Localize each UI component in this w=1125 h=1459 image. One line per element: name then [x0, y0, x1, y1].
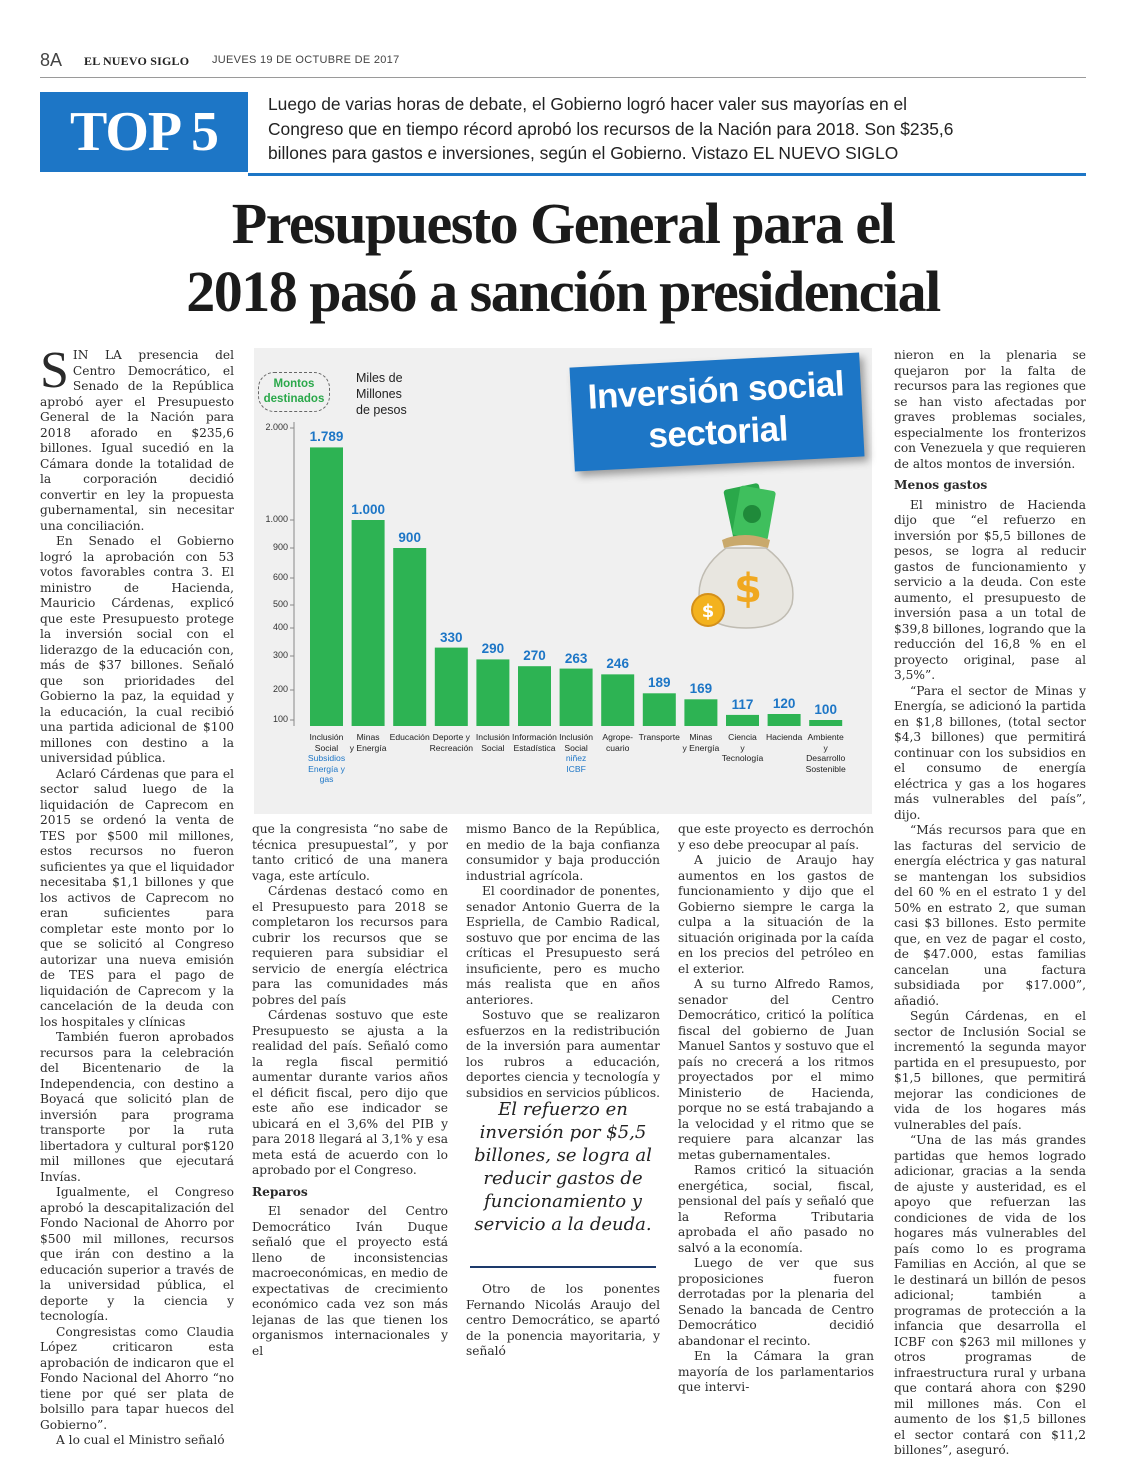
- category-label: [720, 732, 765, 764]
- dropcap: S: [40, 342, 69, 399]
- category-label: [554, 732, 599, 774]
- category-label-line: y Tecnología: [721, 742, 764, 763]
- bar: [768, 714, 801, 726]
- headline-line: 2018 pasó a sanción presidencial: [186, 259, 940, 324]
- intro-line: billones para gastos e inversiones, según el Gobierno. Vistazo EL NUEVO SIGLO: [268, 143, 899, 163]
- category-label: [637, 732, 682, 743]
- category-label-line: Sostenible: [805, 763, 846, 774]
- bar: [726, 715, 759, 726]
- paragraph: [40, 342, 234, 534]
- paragraph: Otro de los ponentes Fernando Nicolás Araujo del centro Democrático, se apartó de la ponencia mayoritaria, y señaló: [466, 1282, 660, 1358]
- bar: [393, 548, 426, 726]
- category-label-line: y Energía: [349, 742, 387, 753]
- column-2: [252, 822, 448, 1359]
- subhead-menos-gastos: Menos gastos: [894, 478, 988, 492]
- paragraph: Sostuvo que se realizaron esfuerzos en la redistribución de la inversión para aumentar los rubros a educación, deportes ciencia y tecnología y subsidios en servicios públicos.: [466, 1008, 660, 1100]
- category-label-line: Recreación: [429, 742, 474, 753]
- bar-value-label: 246: [606, 656, 629, 672]
- column-4: [678, 822, 874, 1396]
- paragraph: nieron en la plenaria se quejaron por la falta de recursos para las regiones que se han visto afectadas por graves problemas sociales, especialmente los fronterizos con Venezuela y que requieren de altos montos de inversión.: [894, 348, 1086, 471]
- y-tick-label: 400: [272, 622, 288, 632]
- units-line: Millones: [356, 387, 402, 401]
- category-label-line: Ambiente: [807, 732, 844, 742]
- paragraph: Igualmente, el Congreso aprobó la descapitalización del Fondo Nacional de Ahorro por $500 mil millones, recursos que irán con destino a la educación superior a través de la universidad pública, el deporte y la ciencia y tecnología.: [40, 1185, 234, 1323]
- category-label-line: Inclusión: [309, 732, 344, 742]
- category-label-line: Minas: [689, 732, 713, 742]
- category-label-line: Minas: [356, 732, 380, 742]
- paragraph: En Senado el Gobierno logró la aprobación con 53 votos favorables contra 3. El ministro de Hacienda, Mauricio Cárdenas, explicó que este Presupuesto protege la inversión social con el liderazgo de la educación con, más de $37 billones. Señaló que son prioridades del Gobierno la paz, la equidad y la educación, la cual recibió una partida adicional de $100 millones con destino a la universidad pública.: [40, 534, 234, 765]
- top5-badge: TOP 5: [40, 92, 248, 172]
- headline: [40, 190, 1086, 326]
- bar-value-label: 169: [689, 681, 713, 697]
- category-label-line: Información: [512, 732, 557, 742]
- banner-line: Inversión social: [586, 364, 846, 417]
- montos-label: [258, 372, 330, 412]
- category-label: [595, 732, 640, 753]
- paragraph: A juicio de Araujo hay aumentos en los gastos de funcionamiento y dijo que el Gobierno siempre le carga la culpa a la situación de la situación originada por la caída en los precios del petróleo en el exterior.: [678, 853, 874, 976]
- intro-text: [268, 92, 1086, 166]
- category-label-line: Social: [564, 742, 588, 753]
- intro-line: Congreso que en tiempo récord aprobó los recursos de la Nación para 2018. Son $235,6: [268, 118, 954, 139]
- category-label-line: Estadística: [513, 742, 556, 753]
- category-label-line: Inclusión: [559, 732, 594, 742]
- bar: [310, 447, 343, 726]
- category-label: [346, 732, 391, 753]
- category-sublabel: niñez: [565, 753, 587, 763]
- category-label: [678, 732, 723, 753]
- category-label-line: Educación: [389, 732, 430, 742]
- bar: [809, 720, 842, 726]
- pull-quote: El refuerzo en inversión por $5,5 billones, se logra al reducir gastos de funcionamiento y servicio a la deuda.: [474, 1099, 652, 1235]
- paragraph: que este proyecto es derrochón y eso debe preocupar al país.: [678, 822, 874, 852]
- montos-line: destinados: [263, 393, 325, 405]
- paragraph: Ramos criticó la situación energética, social, fiscal, pensional del país y señaló que la Reforma Tributaria aprobada el año pasado no salvó a la economía.: [678, 1163, 874, 1255]
- category-label-line: Social: [314, 742, 339, 753]
- category-label: [429, 732, 474, 753]
- bar-value-label: 900: [398, 530, 421, 545]
- bar: [435, 648, 468, 726]
- category-sublabel: Subsidios: [307, 753, 346, 763]
- banner-line: sectorial: [647, 409, 789, 456]
- paragraph: Luego de ver que sus proposiciones fueron derrotadas por la plenaria del Senado la bancada de Centro Democrático decidió abandonar el recinto.: [678, 1256, 874, 1348]
- column-3-continued: [466, 1282, 660, 1360]
- paragraph: En la Cámara la gran mayoría de los parlamentarios que intervi-: [678, 1349, 874, 1394]
- paragraph: También fueron aprobados recursos para la celebración del Bicentenario de la Independencia, con destino a Boyacá que solicitó plan de inversión para programa transporte por la ruta libertadora y cultural por$120 mil millones que ejecutará Invías.: [40, 1030, 234, 1184]
- intro-line: Luego de varias horas de debate, el Gobierno logró hacer valer sus mayorías en el: [268, 94, 908, 114]
- bar-value-label: 117: [731, 696, 754, 712]
- bar: [684, 699, 717, 726]
- paragraph: mismo Banco de la República, en medio de la baja confianza consumidor y baja producción industrial agrícola.: [466, 822, 660, 883]
- y-tick-label: 500: [272, 599, 288, 609]
- money-bag-icon: [684, 482, 804, 632]
- column-5: [894, 348, 1086, 1459]
- y-tick-label: 600: [272, 572, 288, 582]
- units-line: de pesos: [356, 403, 407, 417]
- category-label: [512, 732, 557, 753]
- bar-value-label: 270: [523, 648, 546, 664]
- category-sublabel: gas: [319, 774, 334, 784]
- bar-value-label: 290: [481, 641, 505, 657]
- category-label-line: Social: [481, 742, 505, 753]
- paragraph: que la congresista “no sabe de técnica presupuestal”, y por tanto criticó de una manera vaga, este artículo.: [252, 822, 448, 883]
- category-label-line: cuario: [605, 742, 630, 753]
- category-label: [304, 732, 349, 785]
- paragraph: Aclaró Cárdenas que para el sector salud luego de la liquidación de Caprecom en 2015 se ordenó la venta de TES por $500 mil millones, estos recursos no fueron suficientes ya que el liquidador necesitaba $1,1 billones y que los activos de Caprecom no eran suficientes para completar este monto por lo que se solicitó al Congreso autorizar una nueva emisión de TES para el pago de liquidación de Caprecom y la cancelación de la deuda con los hospitales y clínicas: [40, 766, 234, 1029]
- bar: [560, 669, 593, 726]
- paragraph: Según Cárdenas, en el sector de Inclusión Social se incrementó la segunda mayor partida en el presupuesto, por $1,5 billones, que permitirá mejorar las condiciones de vida de los hogares más vulnerables del país.: [894, 1009, 1086, 1132]
- category-label-line: Inclusión: [475, 732, 510, 742]
- y-tick-label: 2.000: [265, 422, 288, 432]
- category-label-line: Hacienda: [765, 732, 803, 742]
- bar: [518, 666, 551, 726]
- column-3: [466, 822, 660, 1101]
- category-label-line: y Energía: [682, 742, 720, 753]
- category-label-line: y Desarrollo: [806, 742, 846, 763]
- paragraph: Congresistas como Claudia López criticaron esta aprobación de indicaron que el Fondo Nacional del Ahorro “no tiene por qué ser plata de bolsillo para tapar huecos del Gobierno”.: [40, 1324, 234, 1432]
- y-tick-label: 1.000: [265, 514, 288, 524]
- page-number: 8A: [40, 50, 63, 70]
- category-label-line: Ciencia: [728, 732, 757, 742]
- paragraph: El senador del Centro Democrático Iván Duque señaló que el proyecto está lleno de inconsistencias macroeconómicas, en medio de expectativas de crecimiento económico cada vez son más lejanas de las que tienen los organismos internacionales y el: [252, 1204, 448, 1358]
- svg-text:$: $: [734, 566, 762, 612]
- bar: [601, 674, 634, 726]
- paragraph-text: IN LA presencia del Centro Democrático, el Senado de la República aprobó ayer el Presupuesto General de la Nación para 2018 aforado en $235,6 billones. Igual sucedió en la Cámara donde la totalidad de la corporación decidió convertir en ley la propuesta gubernamental, sin necesitar una conciliación.: [40, 348, 234, 533]
- bar: [352, 520, 385, 726]
- paragraph: “Una de las más grandes partidas que hemos logrado adicionar, gracias a la senda de ajuste y austeridad, es el apoyo que refuerzan las condiciones de vida de los hogares más vulnerables del país como lo es programa Familias en Acción, al que se le destinará un billón de pesos adicional; también a programas de protección a la infancia que desarrolla el ICBF con $263 mil millones y otros programas de infraestructura rural y urbana que contará ahora con $290 mil millones más. Con el aumento de los $1,5 billones el sector contará con $11,2 billones”, aseguró.: [894, 1133, 1086, 1457]
- units-label: [356, 370, 436, 418]
- bar-value-label: 100: [814, 702, 837, 717]
- page-header: [40, 50, 1086, 78]
- paragraph: Cárdenas sostuvo que este Presupuesto se ajusta a la realidad del país. Señaló como la regla fiscal permitió aumentar durante varios años el déficit fiscal, pero dijo que este año ese indicador se ubicará en el 3,6% del PIB y para 2018 llegará al 3,1% y esa meta está de acuerdo con lo aprobado por el Congreso.: [252, 1008, 448, 1177]
- column-1: [40, 342, 234, 1449]
- y-tick-label: 300: [272, 650, 288, 660]
- paragraph: A lo cual el Ministro señaló: [56, 1433, 225, 1447]
- category-sublabel: Energía y: [308, 763, 345, 774]
- bar: [643, 693, 676, 726]
- subhead-reparos: Reparos: [252, 1184, 308, 1199]
- svg-text:$: $: [701, 601, 715, 622]
- issue-date: JUEVES 19 DE OCTUBRE DE 2017: [212, 54, 400, 66]
- paragraph: Cárdenas destacó como en el Presupuesto para 2018 se completaron los recursos para cubrir los recursos que se requieren para subsidiar el servicio de energía eléctrica para las comunidades más pobres del país: [252, 884, 448, 1007]
- intro-rule: [248, 173, 1086, 176]
- units-line: Miles de: [356, 371, 403, 385]
- paragraph: El coordinador de ponentes, senador Antonio Guerra de la Espriella, de Cambio Radical, sostuvo que por encima de las críticas el Presupuesto será insuficiente, pero es mucho más realista que en años anteriores.: [466, 884, 660, 1007]
- bar-value-label: 1.000: [351, 502, 385, 517]
- category-sublabel: ICBF: [566, 763, 586, 774]
- paragraph: A su turno Alfredo Ramos, senador del Centro Democrático, criticó la política fiscal del gobierno de Juan Manuel Santos y sostuvo que el país no crecerá a los ritmos proyectados por el mimo Ministerio de Hacienda, porque no se está trabajando a la velocidad y el ritmo que se requiere para alcanzar las metas gubernamentales.: [678, 977, 874, 1162]
- paragraph: “Más recursos para que en las facturas del servicio de energía eléctrica y gas natural se mantengan los subsidios del 60 % en el estrato 1 y del 50% en estrato 2, que suman casi $3 billones. Esto permite que, en vez de pagar el costo, de $47.000, estas familias cancelan una factura subsidiada por $17.000”, añadió.: [894, 823, 1086, 1008]
- y-tick-label: 900: [272, 542, 288, 552]
- bar: [476, 659, 509, 726]
- category-label-line: Deporte y: [432, 732, 470, 742]
- bar-value-label: 189: [648, 675, 671, 691]
- bar-value-label: 330: [440, 629, 463, 645]
- chart-banner: [569, 352, 864, 471]
- category-label-line: Transporte: [638, 732, 680, 742]
- category-label: [387, 732, 432, 743]
- paragraph: El ministro de Hacienda dijo que “el refuerzo en inversión por $5,5 billones de pesos, se logra al reducir gastos de funcionamiento y servicio a la deuda. Con este aumento, el presupuesto de inversión pasa a un total de $39,8 billones, logrando que la reducción del 16,8 % en el proyecto original, pase al 3,5%”.: [894, 497, 1086, 682]
- category-label: [762, 732, 807, 743]
- category-label: [470, 732, 515, 753]
- bar-value-label: 1.789: [309, 429, 344, 445]
- y-tick-label: 100: [272, 714, 288, 724]
- bar-value-label: 263: [564, 650, 588, 666]
- category-label-line: Agrope-: [602, 732, 633, 742]
- paper-name: EL NUEVO SIGLO: [84, 54, 190, 68]
- category-label: [803, 732, 848, 774]
- investment-chart: [254, 348, 872, 814]
- bar-value-label: 120: [772, 696, 796, 711]
- y-tick-label: 200: [272, 684, 288, 694]
- headline-line: Presupuesto General para el: [231, 191, 895, 256]
- pull-quote-rule: [470, 1266, 656, 1268]
- montos-line: Montos: [273, 378, 315, 390]
- paragraph: “Para el sector de Minas y Energía, se adicionó la partida en $1,8 billones, (total sector $4,3 billones) que permitirá continuar con los subsidios en el consumo de energía eléctrica y gas a los hogares más vulnerables del país”, dijo.: [894, 683, 1086, 822]
